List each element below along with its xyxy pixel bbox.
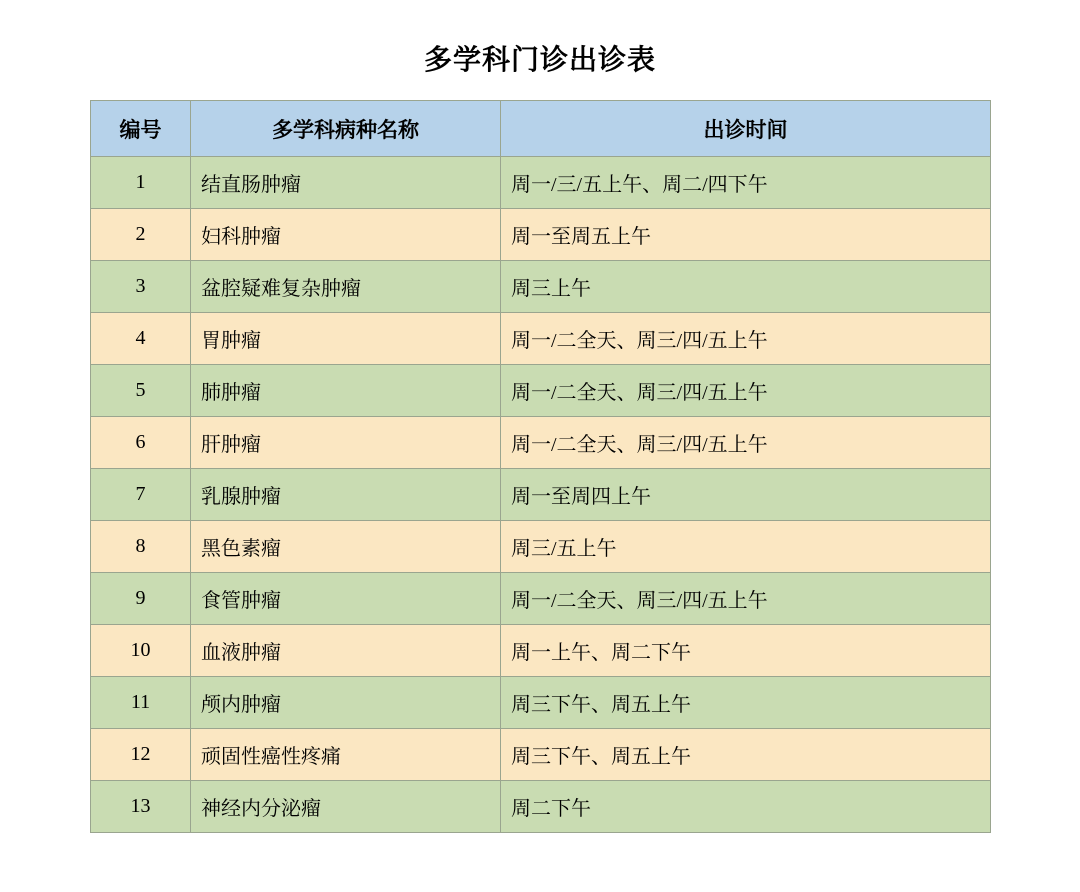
cell-clinic-time: 周三下午、周五上午 <box>501 729 991 781</box>
table-row <box>91 313 991 365</box>
cell-no: 10 <box>91 625 191 677</box>
cell-no: 11 <box>91 677 191 729</box>
cell-discipline-name: 乳腺肿瘤 <box>191 469 501 521</box>
cell-no: 2 <box>91 209 191 261</box>
table-body <box>91 157 991 833</box>
cell-clinic-time: 周一/二全天、周三/四/五上午 <box>501 417 991 469</box>
cell-clinic-time: 周一/三/五上午、周二/四下午 <box>501 157 991 209</box>
cell-clinic-time: 周二下午 <box>501 781 991 833</box>
table-row <box>91 625 991 677</box>
cell-clinic-time: 周三上午 <box>501 261 991 313</box>
schedule-table <box>90 100 991 833</box>
table-row <box>91 781 991 833</box>
page-title: 多学科门诊出诊表 <box>423 45 656 76</box>
cell-clinic-time: 周一/二全天、周三/四/五上午 <box>501 365 991 417</box>
table-row <box>91 677 991 729</box>
schedule-table-container <box>90 100 990 833</box>
cell-discipline-name: 黑色素瘤 <box>191 521 501 573</box>
cell-no: 1 <box>91 157 191 209</box>
column-header-no: 编号 <box>91 101 191 157</box>
cell-no: 6 <box>91 417 191 469</box>
table-row <box>91 365 991 417</box>
column-header-time: 出诊时间 <box>501 101 991 157</box>
cell-clinic-time: 周一至周四上午 <box>501 469 991 521</box>
cell-discipline-name: 神经内分泌瘤 <box>191 781 501 833</box>
cell-no: 3 <box>91 261 191 313</box>
cell-clinic-time: 周一/二全天、周三/四/五上午 <box>501 313 991 365</box>
table-row <box>91 729 991 781</box>
cell-no: 8 <box>91 521 191 573</box>
table-row <box>91 573 991 625</box>
table-row <box>91 469 991 521</box>
cell-clinic-time: 周三/五上午 <box>501 521 991 573</box>
cell-no: 7 <box>91 469 191 521</box>
table-row <box>91 261 991 313</box>
table-row <box>91 209 991 261</box>
cell-clinic-time: 周一上午、周二下午 <box>501 625 991 677</box>
cell-discipline-name: 结直肠肿瘤 <box>191 157 501 209</box>
table-row <box>91 521 991 573</box>
cell-no: 5 <box>91 365 191 417</box>
table-header-row <box>91 101 991 157</box>
cell-discipline-name: 食管肿瘤 <box>191 573 501 625</box>
cell-no: 4 <box>91 313 191 365</box>
cell-clinic-time: 周一/二全天、周三/四/五上午 <box>501 573 991 625</box>
column-header-name: 多学科病种名称 <box>191 101 501 157</box>
cell-discipline-name: 肝肿瘤 <box>191 417 501 469</box>
cell-no: 13 <box>91 781 191 833</box>
cell-clinic-time: 周三下午、周五上午 <box>501 677 991 729</box>
table-header <box>91 101 991 157</box>
table-row <box>91 417 991 469</box>
cell-clinic-time: 周一至周五上午 <box>501 209 991 261</box>
cell-discipline-name: 胃肿瘤 <box>191 313 501 365</box>
cell-discipline-name: 妇科肿瘤 <box>191 209 501 261</box>
cell-discipline-name: 血液肿瘤 <box>191 625 501 677</box>
cell-no: 9 <box>91 573 191 625</box>
cell-discipline-name: 顽固性癌性疼痛 <box>191 729 501 781</box>
cell-discipline-name: 盆腔疑难复杂肿瘤 <box>191 261 501 313</box>
table-row <box>91 157 991 209</box>
cell-no: 12 <box>91 729 191 781</box>
cell-discipline-name: 肺肿瘤 <box>191 365 501 417</box>
cell-discipline-name: 颅内肿瘤 <box>191 677 501 729</box>
